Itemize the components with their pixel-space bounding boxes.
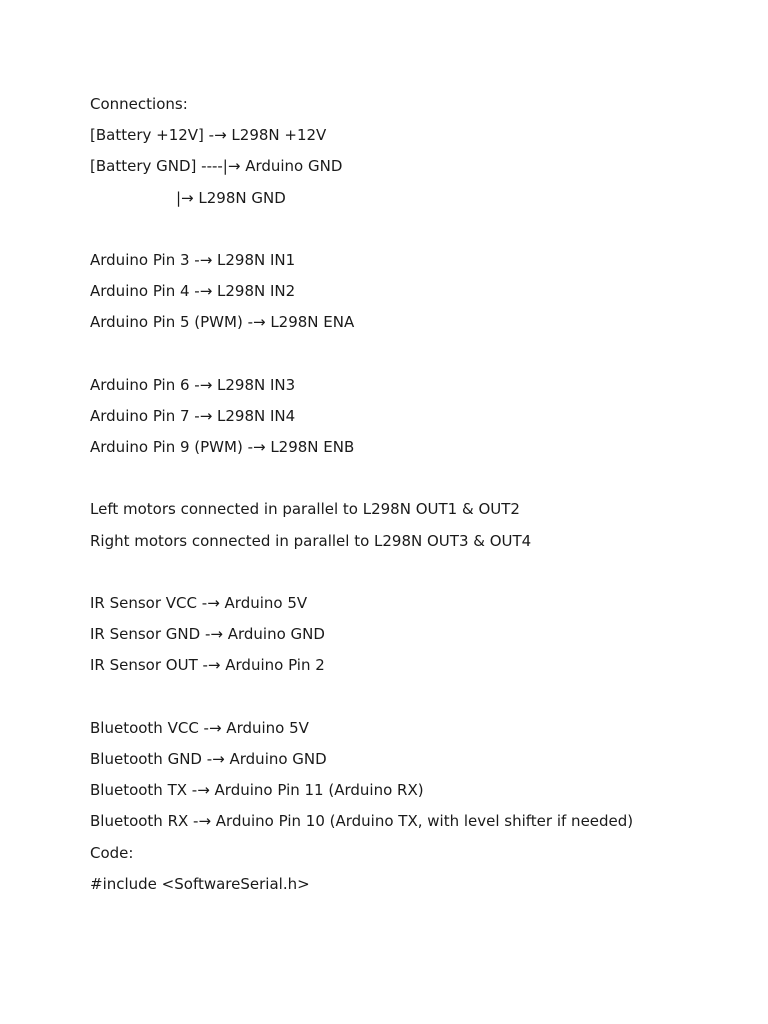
text-line: Arduino Pin 9 (PWM) -→ L298N ENB xyxy=(90,438,355,457)
text-line: Arduino Pin 6 -→ L298N IN3 xyxy=(90,375,296,394)
text-line: Bluetooth TX -→ Arduino Pin 11 (Arduino RX) xyxy=(90,781,424,800)
text-line: Bluetooth GND -→ Arduino GND xyxy=(90,749,327,768)
text-line: Arduino Pin 7 -→ L298N IN4 xyxy=(90,406,296,425)
text-line: Arduino Pin 3 -→ L298N IN1 xyxy=(90,250,296,269)
text-line: Bluetooth VCC -→ Arduino 5V xyxy=(90,718,309,737)
text-line: Right motors connected in parallel to L298N OUT3 & OUT4 xyxy=(90,531,532,550)
blank-line xyxy=(90,214,730,245)
text-line: Arduino Pin 4 -→ L298N IN2 xyxy=(90,282,296,301)
blank-line xyxy=(90,463,730,494)
text-line: Bluetooth RX -→ Arduino Pin 10 (Arduino TX, with level shifter if needed) xyxy=(90,812,634,831)
document-body xyxy=(90,89,730,900)
text-line: [Battery +12V] -→ L298N +12V xyxy=(90,126,327,145)
text-line-indented: |→ L298N GND xyxy=(176,188,286,207)
blank-line xyxy=(90,557,730,588)
text-line: IR Sensor GND -→ Arduino GND xyxy=(90,625,325,644)
text-line: IR Sensor VCC -→ Arduino 5V xyxy=(90,594,308,612)
text-line: Left motors connected in parallel to L298N OUT1 & OUT2 xyxy=(90,500,520,519)
text-line: [Battery GND] ----|→ Arduino GND xyxy=(90,157,343,176)
blank-line xyxy=(90,339,730,370)
code-heading: Code: xyxy=(90,843,134,862)
connections-heading: Connections: xyxy=(90,95,188,113)
text-line: IR Sensor OUT -→ Arduino Pin 2 xyxy=(90,656,325,675)
blank-line xyxy=(90,682,730,713)
code-line: #include <SoftwareSerial.h> xyxy=(90,874,310,893)
text-line: Arduino Pin 5 (PWM) -→ L298N ENA xyxy=(90,313,355,332)
